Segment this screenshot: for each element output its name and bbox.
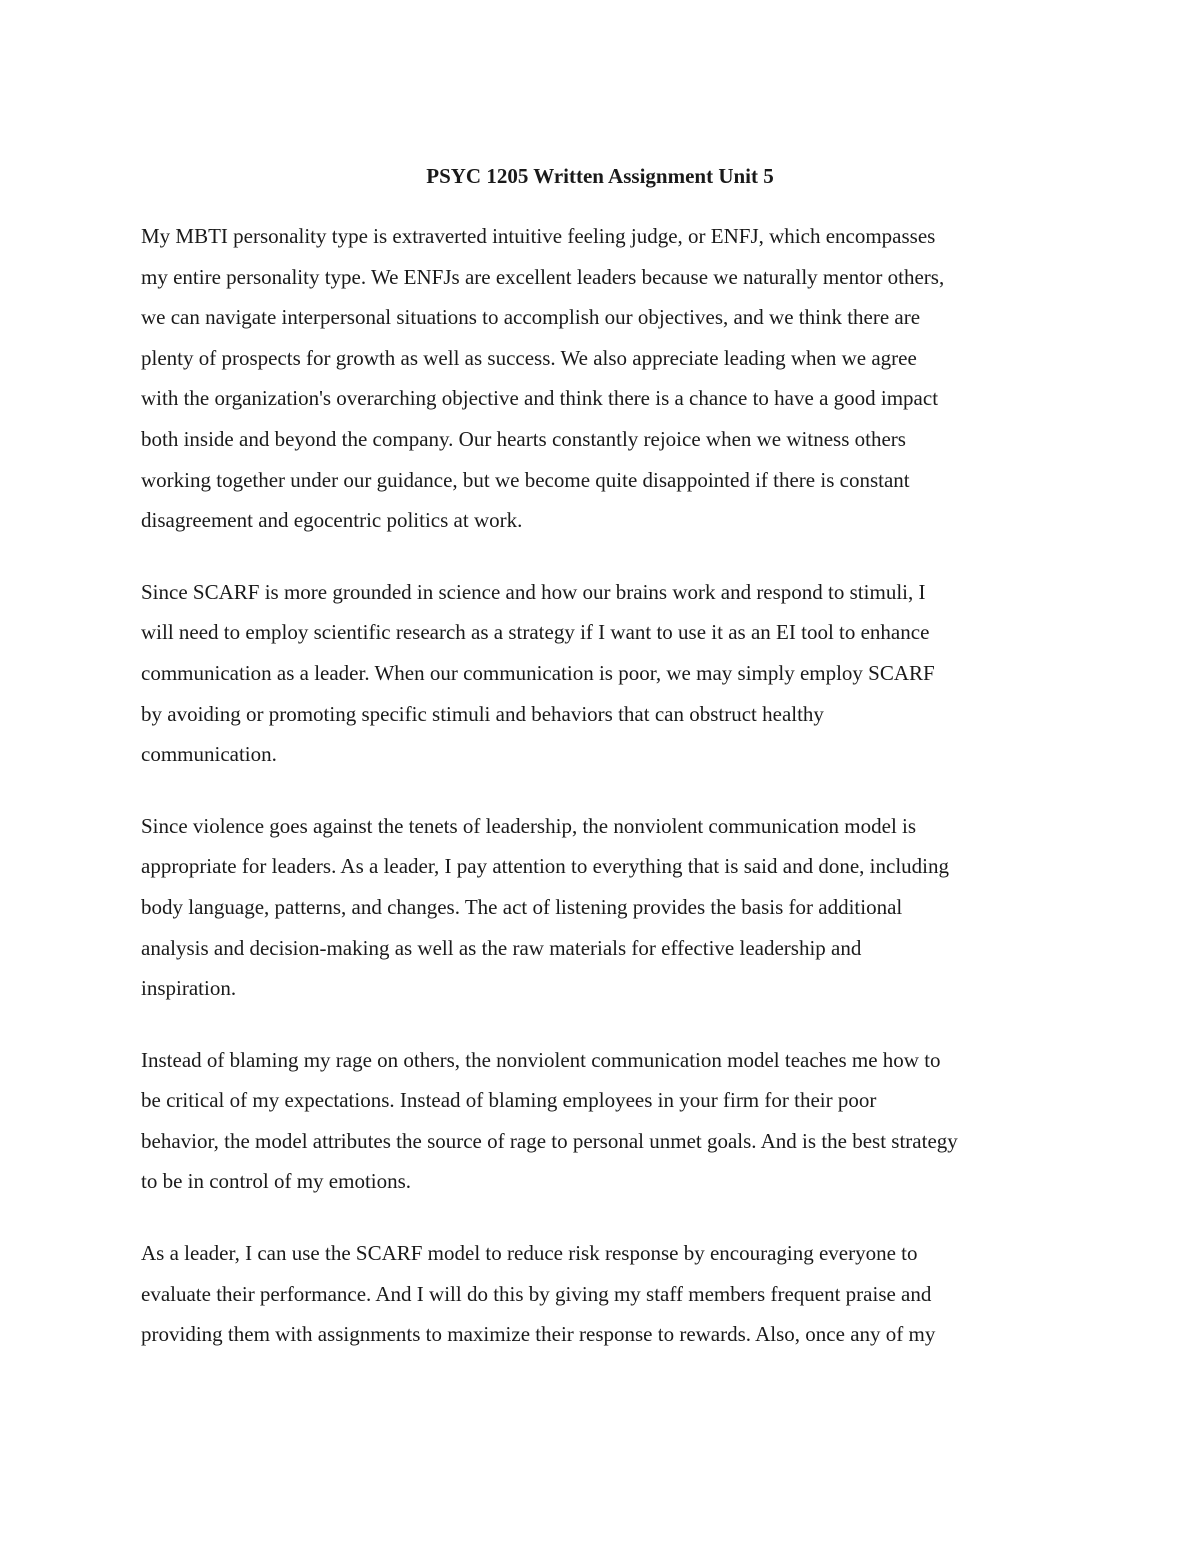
text-line: with the organization's overarching objective and think there is a chance to have a good impact (141, 386, 939, 411)
paragraph-blaming-rage (141, 1040, 1071, 1202)
text-line: analysis and decision-making as well as the raw materials for effective leadership and (141, 935, 862, 960)
text-line: Since SCARF is more grounded in science and how our brains work and respond to stimuli, I (141, 579, 926, 604)
text-line: My MBTI personality type is extraverted intuitive feeling judge, or ENFJ, which encompasses (141, 224, 936, 248)
text-line: As a leader, I can use the SCARF model to reduce risk response by encouraging everyone to (141, 1241, 918, 1266)
text-line: working together under our guidance, but we become quite disappointed if there is constant (141, 467, 910, 492)
text-line: inspiration. (141, 976, 237, 1001)
text-line: evaluate their performance. And I will do this by giving my staff members frequent praise and (141, 1281, 932, 1306)
paragraph-scarf-leader (141, 1233, 1071, 1355)
text-line: will need to employ scientific research as a strategy if I want to use it as an EI tool to enhance (141, 620, 930, 645)
text-line: both inside and beyond the company. Our hearts constantly rejoice when we witness others (141, 426, 906, 451)
text-line: disagreement and egocentric politics at work. (141, 508, 523, 533)
text-line: appropriate for leaders. As a leader, I pay attention to everything that is said and done, including (141, 854, 949, 879)
text-line: to be in control of my emotions. (141, 1169, 412, 1194)
text-line: by avoiding or promoting specific stimuli and behaviors that can obstruct healthy (141, 701, 824, 726)
text-line: body language, patterns, and changes. The act of listening provides the basis for additional (141, 894, 903, 919)
text-line: Instead of blaming my rage on others, the nonviolent communication model teaches me how to (141, 1047, 941, 1072)
text-line: communication. (141, 742, 277, 767)
text-line: Since violence goes against the tenets of leadership, the nonviolent communication model is (141, 813, 917, 838)
page-title: PSYC 1205 Written Assignment Unit 5 (426, 164, 774, 188)
text-line: behavior, the model attributes the source of rage to personal unmet goals. And is the best strategy (141, 1128, 958, 1153)
paragraph-nonviolent-leadership (141, 806, 1071, 1009)
text-line: my entire personality type. We ENFJs are excellent leaders because we naturally mentor others, (141, 264, 945, 289)
text-line: be critical of my expectations. Instead of blaming employees in your firm for their poor (141, 1088, 877, 1113)
paragraph-scarf-science (141, 572, 1071, 775)
document-body (141, 216, 1071, 1386)
text-line: communication as a leader. When our communication is poor, we may simply employ SCARF (141, 660, 935, 685)
text-line: providing them with assignments to maximize their response to rewards. Also, once any of my (141, 1322, 936, 1347)
text-line: we can navigate interpersonal situations to accomplish our objectives, and we think there are (141, 305, 921, 330)
text-line: plenty of prospects for growth as well as success. We also appreciate leading when we agree (141, 345, 917, 370)
paragraph-mbti (141, 216, 1071, 541)
